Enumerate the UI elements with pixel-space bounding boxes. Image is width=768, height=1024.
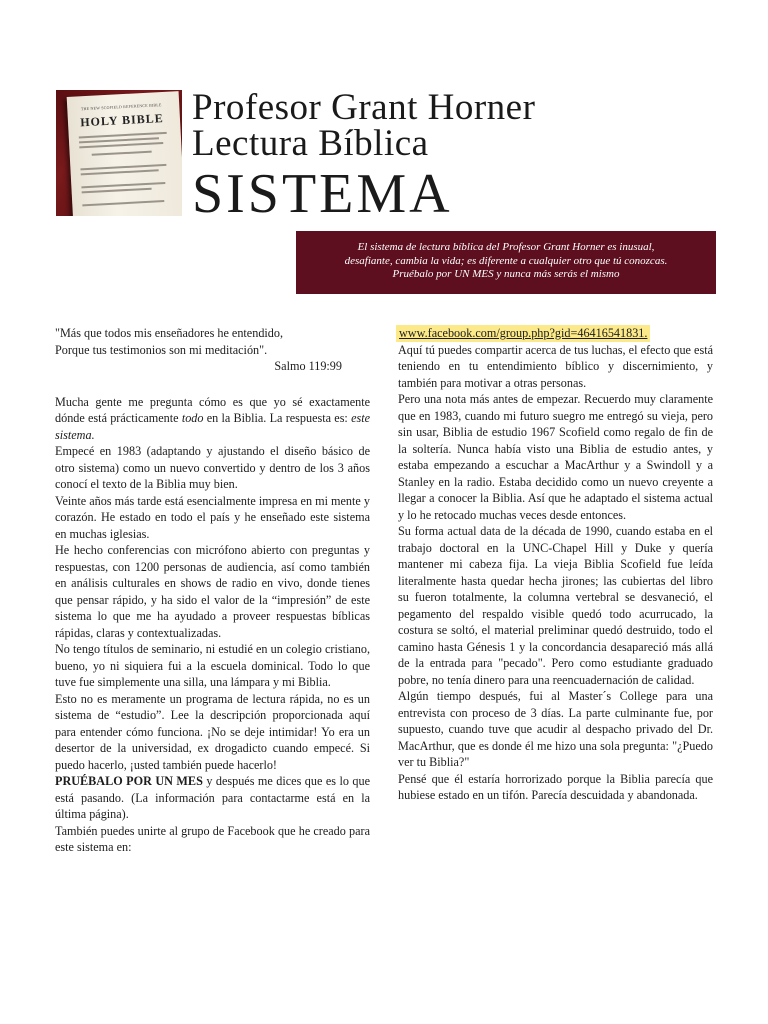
paragraph: No tengo títulos de seminario, ni estudié en un colegio cristiano, bueno, yo ni siquiera fui a la escuela dominical. Todo lo que tuve fue simplemente una silla, una lámpara y mi Biblia. (55, 642, 370, 689)
quote-line-1: "Más que todos mis enseñadores he entendido, (55, 326, 284, 340)
paragraph: Esto no es meramente un programa de lectura rápida, no es un sistema de “estudio”. Lee la descripción proporcionada aquí para entender cómo funciona. ¡No se deje intimidar! Yo era un desertor de la universidad, ex drogadicto cuando empecé. Si puedo hacerlo, ¡usted también puede hacerlo! (55, 691, 370, 772)
text-span: y después me dices que es lo que está pasando. (La información para contactarme está en la última página). (55, 774, 370, 821)
bible-text-line (81, 182, 165, 188)
paragraph: Pensé que él estaría horrorizado porque la Biblia parecía que hubiese estado en un tifón. Parecía descuidada y abandonada. (398, 771, 713, 802)
emphasis: este sistema. (55, 411, 371, 442)
bible-text-line (81, 169, 159, 175)
bible-text-line (82, 200, 164, 206)
intro-banner (296, 231, 716, 294)
emphasis: todo (181, 411, 204, 425)
paragraph: Empecé en 1983 (adaptando y ajustando el diseño básico de otro sistema) como un nuevo convertido y dentro de los 3 años conocí el texto de la Biblia muy bien. (55, 444, 370, 491)
text-span: Mucha gente me pregunta cómo es que yo sé exactamente dónde está prácticamente (55, 394, 370, 425)
paragraph: Aquí tú puedes compartir acerca de tus luchas, el efecto que está teniendo en tu entendimiento bíblico y discernimiento, y también para motivar a otras personas. (398, 342, 713, 390)
paragraph: Algún tiempo después, fui al Master´s College para una entrevista con proceso de 3 días. La parte culminante fue, por supuesto, cuando tuve que acudir al despacho privado del Dr. MacArthur, que es donde él me hizo una sola pregunta: "¿Puedo ver tu Biblia?" (398, 689, 713, 769)
banner-line-2: desafiante, cambia la vida; es diferente a cualquier otro que tú conozcas. (344, 254, 668, 267)
quote-reference: Salmo 119:99 (274, 359, 342, 373)
quote-line-2: Porque tus testimonios son mi meditación". (55, 342, 268, 357)
bible-title-page (67, 91, 182, 216)
paragraph: Su forma actual data de la década de 1990, cuando estaba en el trabajo doctoral en la UNC-Chapel Hill y Duke y quería mantener mi cabeza fija. La vieja Biblia Scofield fue leída literalmente hasta quedar hecha jirones; las cubiertas del libro su fueron totalmente, la columna vertebral se desvaneció, el pegamento del respaldo visible quedó todo acurrucado, la costura se soltó, el material preliminar quedó destruido, todo el camino hasta Génesis 1 y la concordancia desapareció más allá de la entrada para "pecado". Pero como estudiante graduado pobre, no tenía dinero para una reencuadernación de calidad. (398, 524, 713, 687)
paragraph: También puedes unirte al grupo de Facebook que he creado para este sistema en: (55, 823, 370, 854)
paragraph (55, 773, 370, 823)
title-system: SISTEMA (192, 163, 453, 225)
banner-line-1: El sistema de lectura bíblica del Profesor Grant Horner es inusual, (357, 241, 655, 253)
bible-top-text: THE NEW SCOFIELD REFERENCE BIBLE (80, 102, 162, 112)
bible-text-line (92, 151, 152, 156)
banner-line-3: Pruébalo por UN MES y nunca más serás el mismo (392, 268, 620, 280)
facebook-group-link[interactable]: www.facebook.com/group.php?gid=46416541831. (396, 325, 650, 342)
left-column (55, 325, 370, 856)
title-author: Profesor Grant Horner (192, 87, 536, 128)
paragraph: He hecho conferencias con micrófono abierto con preguntas y respuestas, con 1200 personas de audiencia, así como también en análisis culturales en shows de radio en vivo, donde tienes que pensar rápido, y ha sido el valor de la “impresión” de este sistema lo que me ha ayudado a proveer respuestas bíblicas rápidas, claras y contextualizadas. (55, 543, 370, 640)
bible-cover-image (56, 90, 182, 216)
right-column (398, 325, 713, 804)
paragraph (55, 394, 370, 444)
title-reading: Lectura Bíblica (192, 123, 429, 164)
call-to-action: PRUÉBALO POR UN MES (55, 774, 203, 788)
bible-text-line (82, 188, 152, 194)
paragraph: Veinte años más tarde está esencialmente impresa en mi mente y corazón. He estado en todo el país y he enseñado este sistema en muchas iglesias. (55, 493, 370, 541)
link-paragraph (398, 325, 713, 342)
bible-text-line (79, 142, 163, 148)
text-span: en la Biblia. La respuesta es: (206, 411, 348, 425)
bible-title: HOLY BIBLE (79, 110, 165, 130)
paragraph: Pero una nota más antes de empezar. Recuerdo muy claramente que en 1983, cuando mi futuro suegro me entregó su vieja, pero sin usar, Biblia de estudio 1967 Scofield como regalo de fin de la soltería. Nunca había visto una Biblia de estudio antes, y estaba empezando a escuchar a MacArthur y a Swindoll y a Stanley en la radio. Estaba decidido como un nuevo creyente a llegar a conocer la Biblia. Así que he adaptado el sistema actual y lo he retocado muchas veces desde entonces. (398, 392, 713, 522)
